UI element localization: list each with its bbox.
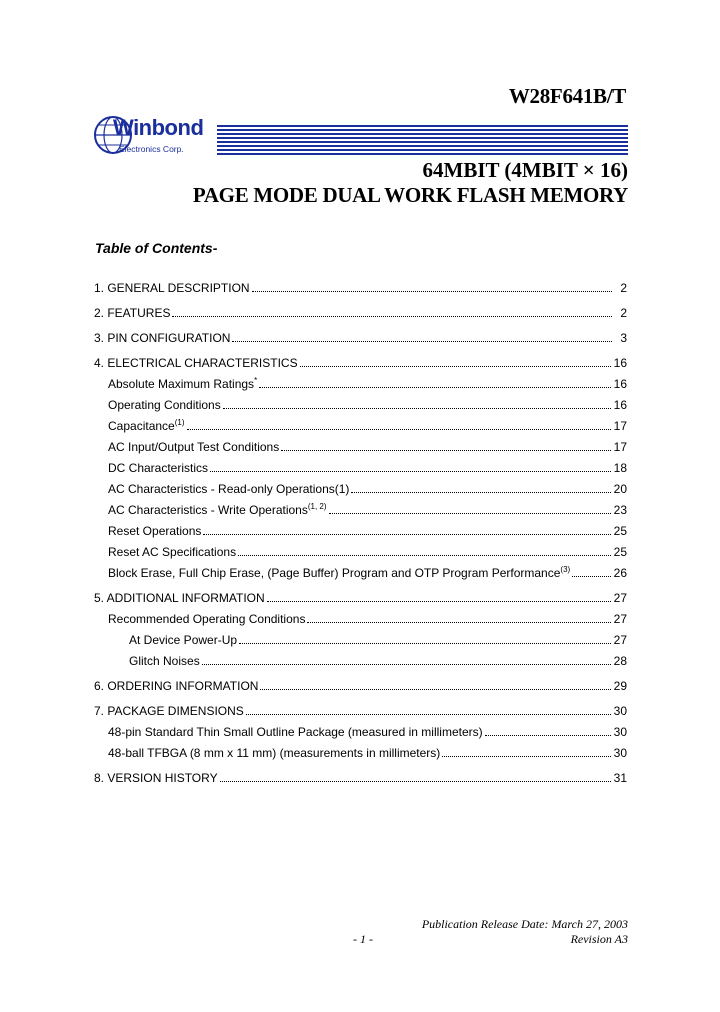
toc-entry[interactable] (94, 475, 627, 496)
toc-entry-title: 7. PACKAGE DIMENSIONS (94, 704, 244, 718)
toc-entry-page: 2 (620, 281, 627, 295)
toc-leader-dots (187, 428, 611, 430)
toc-leader-dots (485, 734, 611, 736)
toc-entry-page: 27 (613, 633, 627, 647)
toc-leader-dots (172, 315, 612, 317)
toc-entry-page: 16 (613, 377, 627, 391)
toc-entry-page: 20 (613, 482, 627, 496)
toc-entry-page: 27 (613, 591, 627, 605)
toc-entry-title: AC Input/Output Test Conditions (108, 440, 280, 454)
logo-subtext: Electronics Corp. (119, 144, 184, 154)
toc-entry[interactable] (94, 697, 627, 718)
toc-entry-title: Block Erase, Full Chip Erase, (Page Buffer) Program and OTP Program Performance$^{(3)}$ (108, 565, 571, 580)
page-number: - 1 - (353, 932, 373, 946)
toc-entry-footnote: * (254, 376, 258, 385)
toc-leader-dots (300, 365, 611, 367)
toc-entry-page: 26 (613, 566, 627, 580)
toc-leader-dots (281, 449, 610, 451)
toc-entry[interactable] (94, 538, 627, 559)
toc-leader-dots (246, 713, 611, 715)
toc-entry[interactable] (94, 349, 627, 370)
toc-entry-page: 25 (613, 545, 627, 559)
toc-leader-dots (442, 755, 610, 757)
toc-entry[interactable] (94, 739, 627, 760)
toc-entry-page: 27 (613, 612, 627, 626)
toc-entry-page: 23 (613, 503, 627, 517)
document-title-line2: PAGE MODE DUAL WORK FLASH MEMORY (192, 183, 628, 207)
toc-entry[interactable] (94, 584, 627, 605)
revision: Revision A3 (570, 932, 628, 946)
toc-entry[interactable] (94, 626, 627, 647)
table-of-contents (94, 274, 627, 785)
toc-entry-title: Reset AC Specifications (108, 545, 237, 559)
toc-entry-page: 29 (613, 679, 627, 693)
toc-entry-page: 2 (620, 306, 627, 320)
toc-leader-dots (223, 407, 611, 409)
toc-entry-page: 16 (613, 398, 627, 412)
toc-entry[interactable] (94, 324, 627, 345)
toc-leader-dots (572, 575, 610, 577)
toc-leader-dots (203, 533, 610, 535)
toc-entry[interactable] (94, 370, 627, 391)
toc-entry-title: 8. VERSION HISTORY (94, 771, 218, 785)
toc-entry-title: Operating Conditions (108, 398, 221, 412)
toc-leader-dots (259, 386, 610, 388)
toc-entry[interactable] (94, 299, 627, 320)
toc-leader-dots (260, 688, 610, 690)
toc-entry-page: 17 (613, 440, 627, 454)
toc-entry-page: 3 (620, 331, 627, 345)
toc-entry-title: Glitch Noises (129, 654, 200, 668)
toc-leader-dots (238, 554, 611, 556)
toc-entry-footnote: (1) (174, 418, 185, 427)
toc-entry-title: 48-pin Standard Thin Small Outline Package (measured in millimeters) (108, 725, 483, 739)
toc-entry[interactable] (94, 672, 627, 693)
toc-entry-page: 17 (613, 419, 627, 433)
publication-date: Publication Release Date: March 27, 2003 (421, 917, 628, 931)
toc-leader-dots (252, 290, 612, 292)
toc-entry-title: Capacitance$^{(1)}$ (108, 418, 185, 433)
toc-entry[interactable] (94, 718, 627, 739)
toc-entry-title: AC Characteristics - Read-only Operations(1) (108, 482, 350, 496)
toc-entry[interactable] (94, 433, 627, 454)
toc-entry-title: 6. ORDERING INFORMATION (94, 679, 259, 693)
winbond-logo (93, 113, 628, 161)
part-number: W28F641B/T (508, 84, 626, 108)
toc-entry-page: 30 (613, 725, 627, 739)
toc-entry-page: 31 (613, 771, 627, 785)
toc-entry-title: At Device Power-Up (129, 633, 238, 647)
toc-entry-title: 5. ADDITIONAL INFORMATION (94, 591, 265, 605)
toc-entry-page: 25 (613, 524, 627, 538)
toc-entry-title: Recommended Operating Conditions (108, 612, 306, 626)
toc-entry-page: 18 (613, 461, 627, 475)
toc-leader-dots (232, 340, 612, 342)
toc-entry[interactable] (94, 496, 627, 517)
toc-entry-page: 30 (613, 704, 627, 718)
toc-entry-page: 16 (613, 356, 627, 370)
logo-text: Winbond (113, 115, 204, 140)
toc-leader-dots (329, 512, 611, 514)
toc-entry-title: 2. FEATURES (94, 306, 171, 320)
toc-entry-title: 1. GENERAL DESCRIPTION (94, 281, 250, 295)
toc-entry-title: Reset Operations (108, 524, 202, 538)
toc-entry-title: 4. ELECTRICAL CHARACTERISTICS (94, 356, 298, 370)
toc-leader-dots (239, 642, 611, 644)
toc-entry[interactable] (94, 517, 627, 538)
toc-entry-title: Absolute Maximum Ratings* (108, 376, 258, 391)
toc-entry-footnote: (1, 2) (307, 502, 327, 511)
toc-leader-dots (351, 491, 610, 493)
toc-entry[interactable] (94, 412, 627, 433)
document-title-line1: 64MBIT (4MBIT × 16) (422, 158, 628, 182)
toc-leader-dots (307, 621, 610, 623)
toc-entry-title: DC Characteristics (108, 461, 209, 475)
toc-leader-dots (210, 470, 611, 472)
toc-entry-title: 48-ball TFBGA (8 mm x 11 mm) (measurements in millimeters) (108, 746, 441, 760)
toc-entry-footnote: (3) (560, 565, 571, 574)
toc-entry[interactable] (94, 764, 627, 785)
toc-entry[interactable] (94, 647, 627, 668)
header-stripes (217, 125, 628, 156)
toc-leader-dots (220, 780, 611, 782)
toc-entry[interactable] (94, 274, 627, 295)
toc-entry-title: AC Characteristics - Write Operations$^{(1, 2)}$ (108, 502, 327, 517)
toc-heading: Table of Contents- (95, 240, 218, 256)
toc-entry[interactable] (94, 391, 627, 412)
toc-entry[interactable] (94, 559, 627, 580)
toc-entry[interactable] (94, 605, 627, 626)
toc-entry-page: 28 (613, 654, 627, 668)
toc-entry-page: 30 (613, 746, 627, 760)
toc-leader-dots (202, 663, 611, 665)
toc-entry[interactable] (94, 454, 627, 475)
toc-entry-title: 3. PIN CONFIGURATION (94, 331, 231, 345)
toc-leader-dots (267, 600, 611, 602)
